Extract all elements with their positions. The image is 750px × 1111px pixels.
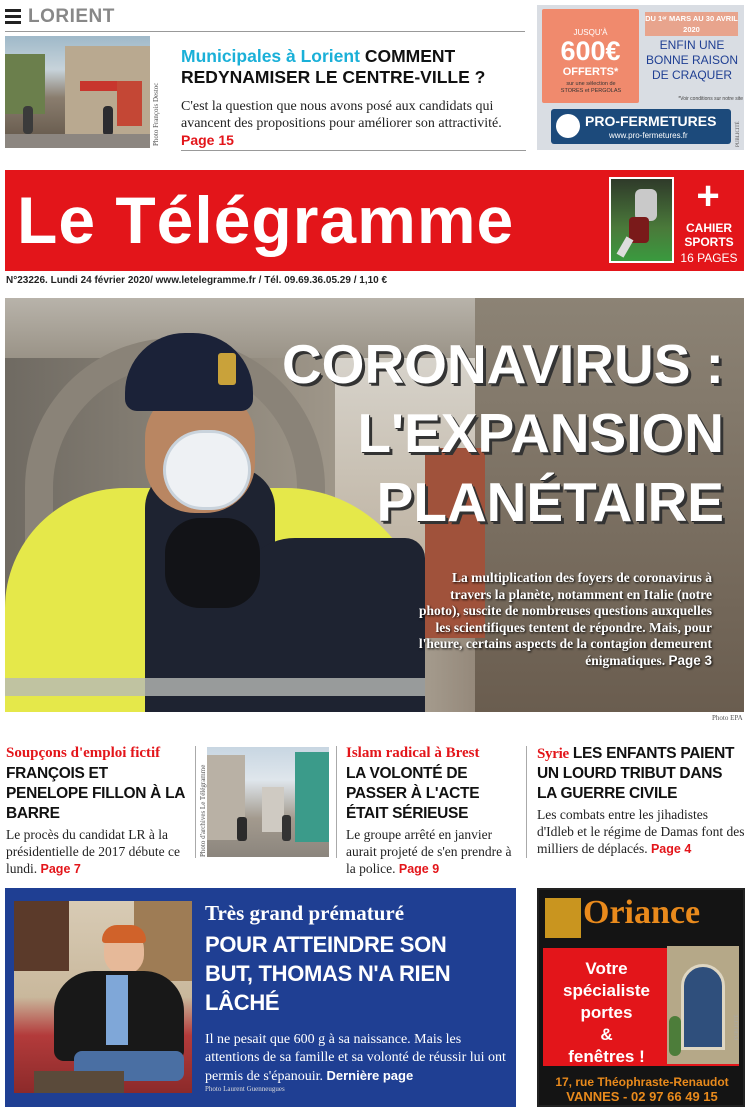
thomas-kicker: Très grand prématuré [205,901,405,925]
lead-headline-line-3: PLANÉTAIRE [376,471,724,533]
top-story-headline[interactable] [181,46,526,88]
syrie-body [537,806,745,858]
oriance-line-1: Votre [585,959,628,978]
oriance-side-label: PUBLICITÉ [735,1014,740,1040]
story-brest[interactable] [346,744,521,878]
top-story-page-ref[interactable]: Page 15 [181,132,234,148]
masthead-title[interactable]: Le Télégramme [17,183,515,257]
brest-page-ref[interactable]: Page 9 [398,862,440,876]
brest-headline: LA VOLONTÉ DE PASSER À L'ACTE ÉTAIT SÉRIEUSE [346,765,480,822]
centre-ville-photo[interactable] [5,36,150,148]
ad-brand: PRO-FERMETURES [585,113,717,129]
lead-headline-line-1: CORONAVIRUS : [281,333,724,395]
masthead [5,170,744,271]
oriance-line-4: & [600,1025,613,1044]
fillon-headline: FRANÇOIS ET PENELOPE FILLON À LA BARRE [6,765,185,822]
story-fillon[interactable] [6,744,189,878]
ad-dates: DU 1ᵉʳ MARS AU 30 AVRIL 2020 [645,14,738,34]
thomas-headline: POUR ATTEINDRE SON BUT, THOMAS N'A RIEN LÂCHÉ [205,932,451,1015]
syrie-kicker: Syrie [537,746,569,762]
street-photo[interactable] [207,747,329,857]
door-image [667,946,739,1064]
ad-side-label: PUBLICITÉ [736,121,741,147]
oriance-logo-text: Oriance [583,894,701,931]
oriance-logo-mark [545,898,581,938]
top-story-body [181,98,526,150]
lead-headline[interactable] [220,330,724,537]
syrie-page-ref[interactable]: Page 4 [650,842,692,856]
story-thomas[interactable] [5,888,516,1107]
rugby-photo[interactable] [609,177,674,263]
plus-icon: + [696,174,720,218]
oriance-address: 17, rue Théophraste-Renaudot [555,1075,729,1089]
thomas-photo-credit: Photo Laurent Guenneugues [205,1085,285,1093]
ad-jusqua: JUSQU'À [573,28,608,37]
thomas-photo[interactable] [14,901,192,1093]
fillon-page-ref[interactable]: Page 7 [40,862,81,876]
brest-kicker: Islam radical à Brest [346,745,480,761]
edition-bar [5,4,525,32]
pro-fermetures-logo [551,109,731,144]
syrie-headline-block [537,744,745,804]
divider [195,746,196,858]
street-photo-credit: Photo d'archives Le Télégramme [199,764,207,857]
ad-tagline: ENFIN UNE BONNE RAISON DE CRAQUER [645,38,738,82]
supplement-pages: 16 PAGES [680,251,738,265]
top-story-text: C'est la question que nous avons posé aux candidats qui avancent des propositions pour améliorer son attractivité. [181,99,502,131]
photo-credit: Photo François Destoc [152,82,160,146]
issue-line: N°23226. Lundi 24 février 2020/ www.letelegramme.fr / Tél. 09.69.36.05.29 / 1,10 € [6,275,388,286]
fillon-kicker: Soupçons d'emploi fictif [6,745,161,761]
ad-offerts: OFFERTS* [562,66,619,78]
divider [526,746,527,858]
edition-name: LORIENT [28,6,115,27]
lead-headline-line-2: L'EXPANSION [357,402,724,464]
thomas-text: Il ne pesait que 600 g à sa naissance. Mais les attentions de sa famille et sa volonté de réussir lui ont permis de s'épanouir. [205,1032,506,1084]
divider [181,150,526,151]
oriance-line-2: spécialiste [563,981,650,1000]
house-icon [556,114,580,138]
oriance-line-3: portes [580,1003,633,1022]
lead-text: La multiplication des foyers de coronavirus à travers la planète, notamment en Italie (notre photo), suscite de nombreuses questions auxquelles les scientifiques tentent de répondre. Mais, pour l'heure, certains aspects de la contagion demeurent énigmatiques. [418,570,712,668]
syrie-text: Les combats entre les jihadistes d'Idleb et le régime de Damas font des milliers de déplacés. [537,807,745,856]
divider [336,746,337,858]
supplement-label[interactable]: CAHIER SPORTS [684,221,734,249]
top-story-kicker: Municipales à Lorient [181,46,360,66]
brest-body [346,826,521,878]
ad-conditions: *Voir conditions sur notre site [678,96,743,102]
oriance-line-5: fenêtres ! [568,1047,645,1066]
pro-fermetures-ad[interactable] [537,5,744,150]
top-story-title: COMMENT REDYNAMISER LE CENTRE-VILLE ? [181,46,486,87]
oriance-phone: VANNES - 02 97 66 49 15 [566,1089,718,1104]
ad-url: www.pro-fermetures.fr [609,131,688,140]
oriance-ad[interactable] [537,888,745,1107]
hamburger-icon[interactable] [5,9,21,23]
ad-amount: 600€ [560,36,621,66]
lead-page-ref[interactable]: Page 3 [668,652,712,668]
lead-body [412,570,712,669]
brest-text: Le groupe arrêté en janvier aurait projeté de s'en prendre à la police. [346,827,512,876]
thomas-body [205,1031,510,1086]
story-syrie[interactable] [537,744,745,858]
thomas-page-ref[interactable]: Dernière page [326,1068,414,1083]
fillon-text: Le procès du candidat LR à la présidentielle de 2017 débute ce lundi. [6,827,180,876]
fillon-body [6,826,189,878]
oriance-tagline [549,958,664,1068]
syrie-headline: LES ENFANTS PAIENT UN LOURD TRIBUT DANS LA GUERRE CIVILE [537,745,735,802]
lead-photo-credit: Photo EPA [712,714,743,722]
ad-selection: sur une sélection de STORES et PERGOLAS [560,81,622,94]
